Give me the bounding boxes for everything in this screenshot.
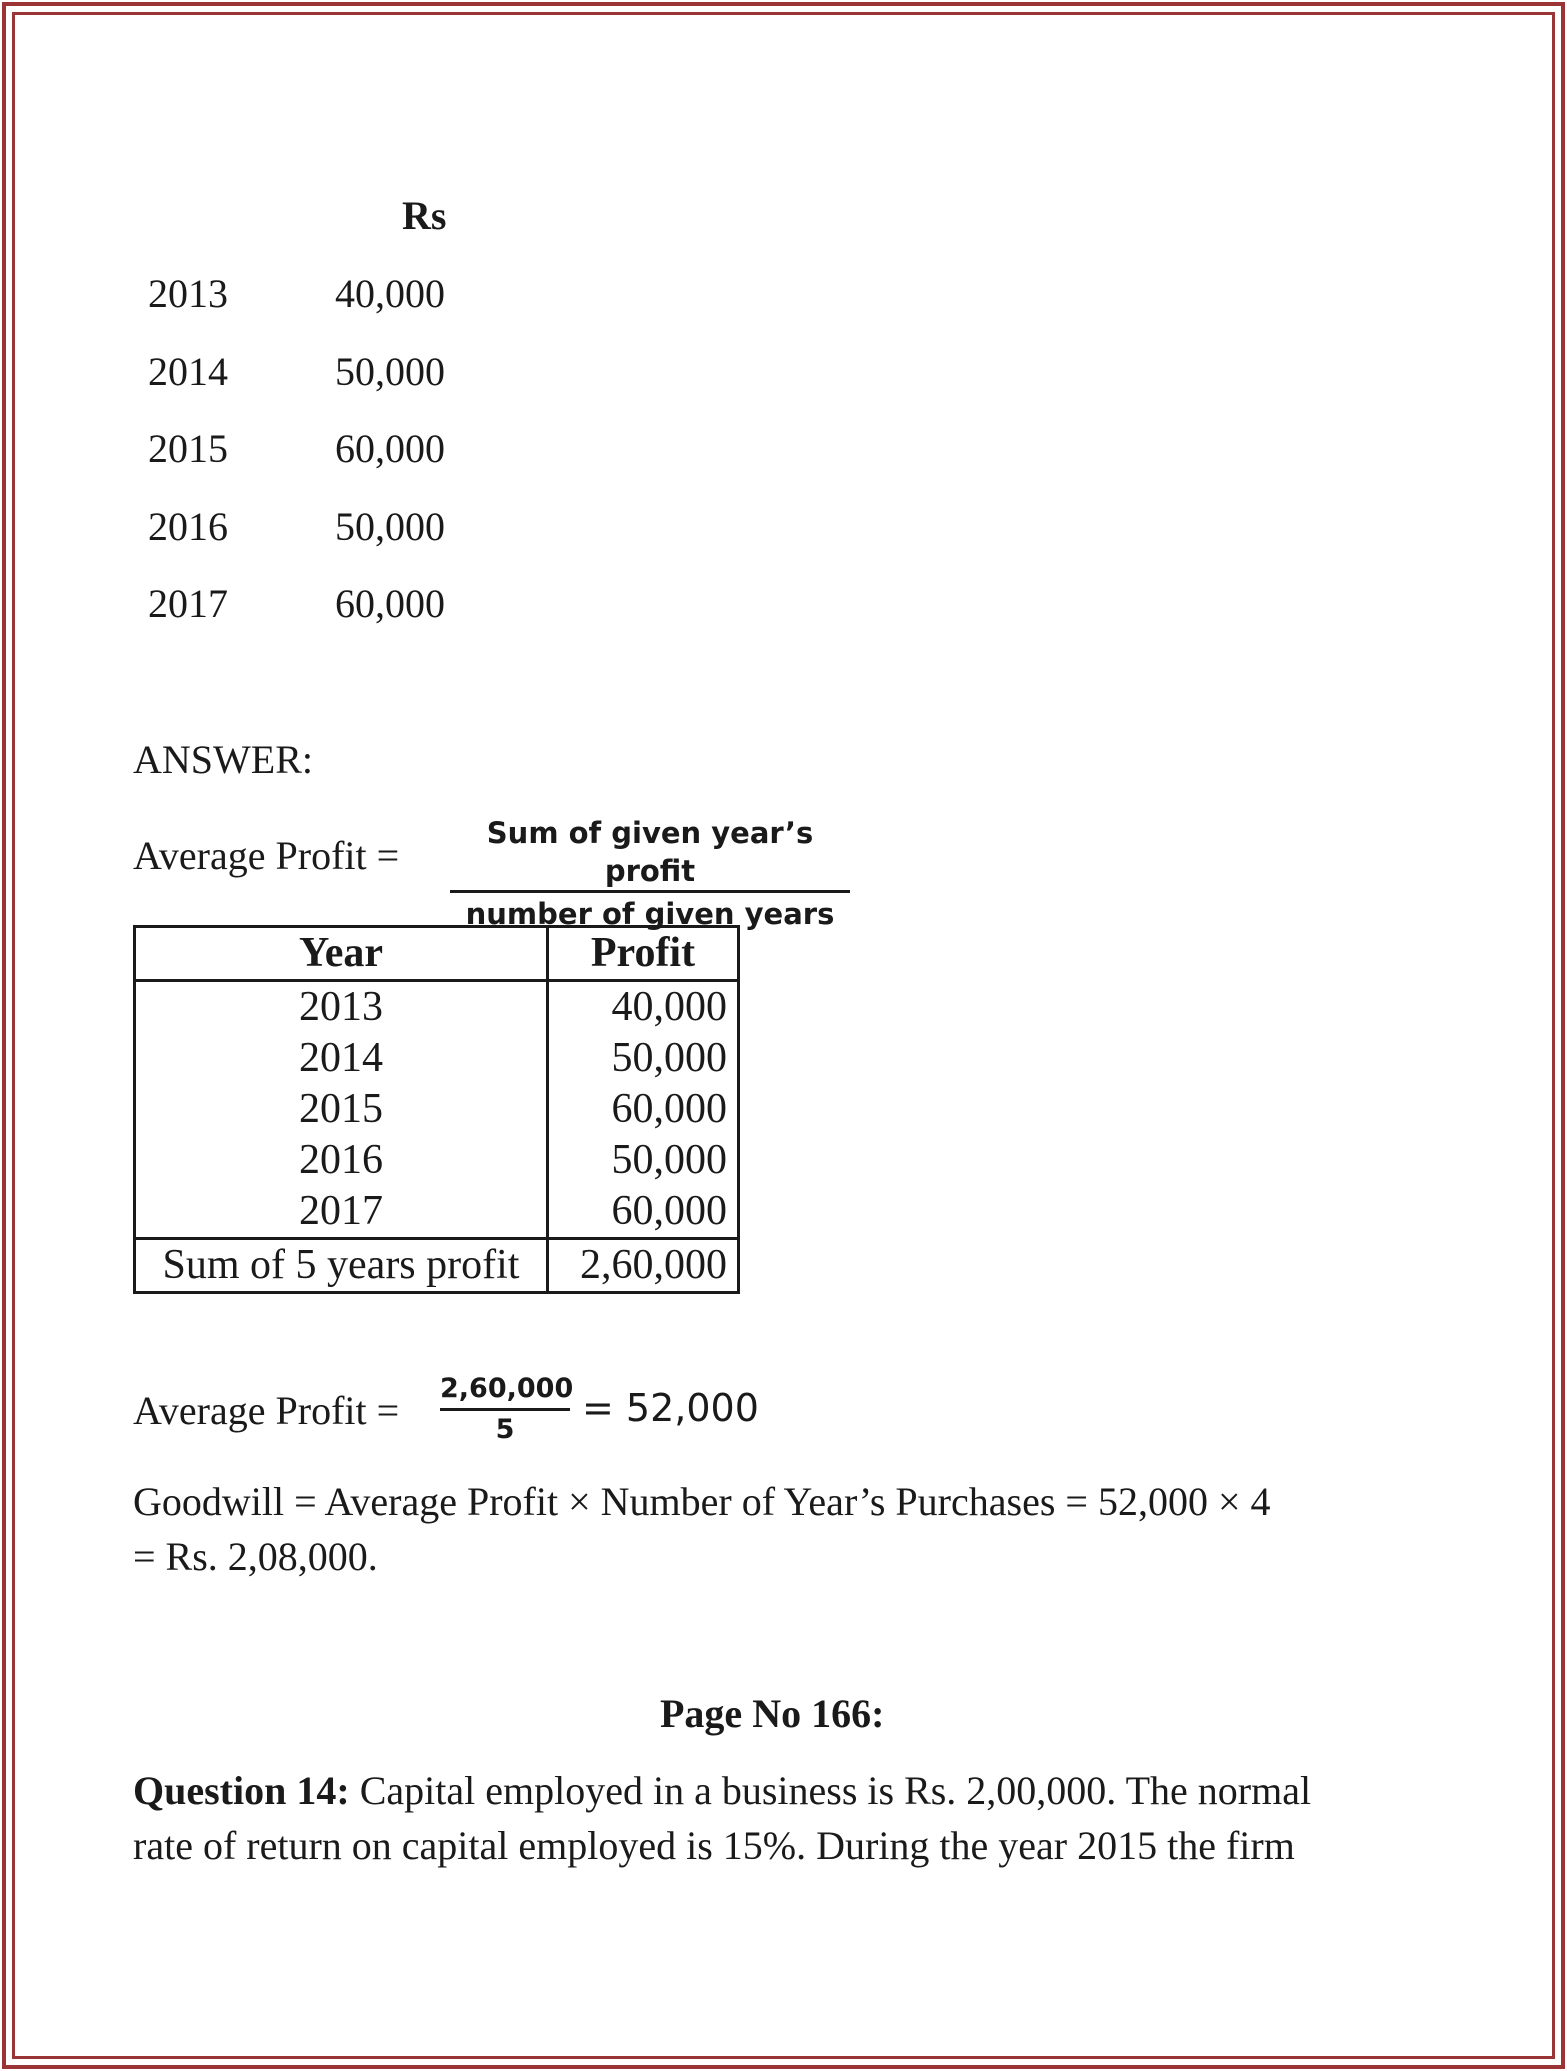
- top-table-value: 50,000: [335, 349, 445, 394]
- year-cell: 2013: [135, 981, 548, 1034]
- table-header-row: [135, 927, 739, 981]
- table-row: [135, 1084, 739, 1135]
- question-line-2: rate of return on capital employed is 15%. During the year 2015 the firm: [133, 1823, 1295, 1868]
- year-cell: 2014: [135, 1033, 548, 1084]
- goodwill-line-1: Goodwill = Average Profit × Number of Year’s Purchases = 52,000 × 4: [133, 1479, 1271, 1524]
- year-cell: 2017: [135, 1186, 548, 1239]
- top-table-value: 60,000: [335, 581, 445, 626]
- question-label: Question 14:: [133, 1768, 350, 1813]
- formula1-lhs: Average Profit =: [133, 833, 400, 878]
- profit-cell: 50,000: [611, 1035, 727, 1081]
- answer-label: ANSWER:: [133, 737, 313, 782]
- top-table-value: 60,000: [335, 426, 445, 471]
- top-table-year: 2014: [148, 349, 228, 394]
- year-cell: 2015: [135, 1084, 548, 1135]
- formula2-result: = 52,000: [582, 1386, 759, 1430]
- sum-row: [135, 1239, 739, 1293]
- profit-cell: 60,000: [611, 1086, 727, 1132]
- top-table-year: 2017: [148, 581, 228, 626]
- top-table-year: 2015: [148, 426, 228, 471]
- page-heading: Page No 166:: [660, 1691, 885, 1736]
- formula2-lhs: Average Profit =: [133, 1388, 400, 1433]
- formula1-numerator: Sum of given year’s profit: [486, 816, 814, 888]
- sum-label: Sum of 5 years profit: [135, 1239, 548, 1293]
- top-table-year: 2016: [148, 504, 228, 549]
- profit-cell: 50,000: [611, 1137, 727, 1183]
- top-table-year: 2013: [148, 271, 228, 316]
- column-header-profit: Profit: [548, 927, 739, 981]
- goodwill-line-2: = Rs. 2,08,000.: [133, 1534, 378, 1579]
- top-table-value: 40,000: [335, 271, 445, 316]
- question-line-1: [133, 1767, 1311, 1814]
- profit-table: [133, 925, 740, 1294]
- table-row: [135, 981, 739, 1034]
- top-table-value: 50,000: [335, 504, 445, 549]
- formula2-denominator: 5: [495, 1414, 515, 1445]
- formula1-denominator: number of given years: [465, 897, 835, 931]
- column-header-year: Year: [135, 927, 548, 981]
- table-row: [135, 1186, 739, 1239]
- table-row: [135, 1135, 739, 1186]
- question-text-1: Capital employed in a business is Rs. 2,00,000. The normal: [349, 1768, 1312, 1813]
- profit-cell: 60,000: [611, 1188, 727, 1234]
- profit-cell: 40,000: [611, 984, 727, 1030]
- top-table-header: Rs: [402, 193, 447, 238]
- sum-value: 2,60,000: [548, 1239, 739, 1293]
- formula2-numerator: 2,60,000: [440, 1373, 574, 1404]
- year-cell: 2016: [135, 1135, 548, 1186]
- formula2-fraction: [440, 1370, 574, 1449]
- table-row: [135, 1033, 739, 1084]
- formula1-fraction: [450, 814, 850, 935]
